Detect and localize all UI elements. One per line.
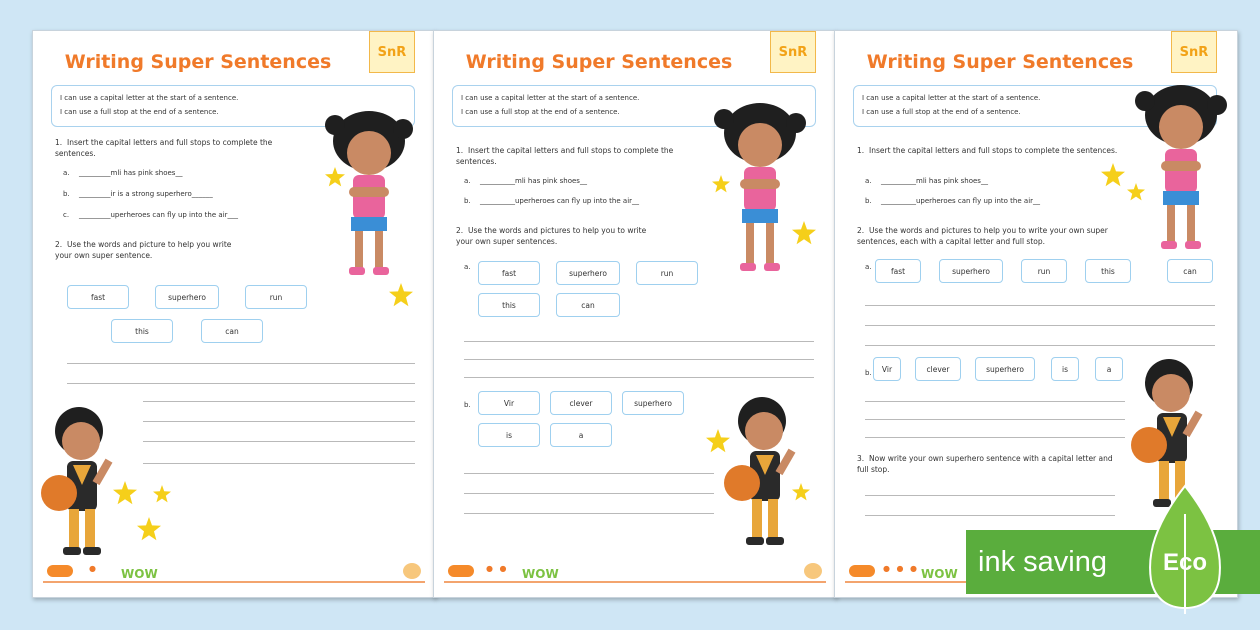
star-icon [792, 221, 816, 245]
star-icon [712, 175, 730, 193]
level-badge: SnR [770, 31, 816, 73]
level-badge: SnR [369, 31, 415, 73]
writing-line [464, 513, 714, 514]
footer-rule [444, 581, 826, 583]
word-card: fast [875, 259, 921, 283]
star-icon [1127, 183, 1145, 201]
writing-line [143, 401, 415, 402]
partner-logo [804, 563, 822, 579]
star-icon [137, 517, 161, 541]
question-3: 3. Now write your own superhero sentence with a capital letter and full stop. [857, 454, 1113, 474]
word-card: superhero [622, 391, 684, 415]
boy-superhero-illustration [722, 391, 822, 551]
level-badge: SnR [1171, 31, 1217, 73]
word-card: can [556, 293, 620, 317]
word-card: clever [550, 391, 612, 415]
worksheet-page-1 [32, 30, 436, 598]
footer-rule [43, 581, 425, 583]
question-2: 2. Use the words and pictures to help you to write your own super sentences. [456, 226, 647, 246]
twinkl-logo [448, 565, 474, 577]
writing-line [67, 383, 415, 384]
star-icon [153, 485, 171, 503]
writing-line [865, 345, 1215, 346]
part-a-label: a. [464, 263, 471, 271]
question-1: 1. Insert the capital letters and full stops to complete the sentences. [857, 146, 1118, 155]
question-1: 1. Insert the capital letters and full stops to complete the sentences. [55, 138, 273, 158]
question-2: 2. Use the words and picture to help you write your own super sentence. [55, 240, 232, 260]
word-card: run [1021, 259, 1067, 283]
writing-line [865, 401, 1125, 402]
part-b-label: b. [464, 401, 471, 409]
writing-line [464, 359, 814, 360]
sentence-c: c. _________uperheroes can fly up into the air___ [63, 211, 239, 219]
writing-line [865, 325, 1215, 326]
wow-logo: WOW [522, 567, 559, 581]
sentence-a: a. _________mli has pink shoes__ [63, 169, 183, 177]
sentence-b: b. __________uperheroes can fly up into the air__ [464, 197, 640, 205]
word-card: fast [67, 285, 129, 309]
word-card: superhero [975, 357, 1035, 381]
worksheet-title: Writing Super Sentences [64, 51, 332, 73]
twinkl-logo [849, 565, 875, 577]
writing-line [464, 493, 714, 494]
writing-line [865, 515, 1115, 516]
partner-logo [403, 563, 421, 579]
question-1: 1. Insert the capital letters and full stops to complete the sentences. [456, 146, 674, 166]
word-card: run [245, 285, 307, 309]
girl-character-illustration [319, 101, 419, 281]
sentence-b: b. __________uperheroes can fly up into the air__ [865, 197, 1041, 205]
goal-full-stop: I can use a full stop at the end of a sentence. [862, 108, 1021, 116]
writing-line [865, 495, 1115, 496]
word-card: this [111, 319, 173, 343]
word-card: superhero [556, 261, 620, 285]
word-card: is [1051, 357, 1079, 381]
word-card: Vir [873, 357, 901, 381]
word-card: a [550, 423, 612, 447]
word-card: run [636, 261, 698, 285]
word-card: superhero [155, 285, 219, 309]
writing-line [464, 341, 814, 342]
star-icon [706, 429, 730, 453]
eco-badge-text: Eco [1162, 549, 1208, 576]
writing-line [143, 463, 415, 464]
ink-saving-label: ink saving [978, 545, 1107, 578]
page-dots: ● ● ● [883, 564, 920, 573]
star-icon [792, 483, 810, 501]
star-icon [113, 481, 137, 505]
worksheet-title: Writing Super Sentences [866, 51, 1134, 73]
word-card: can [1167, 259, 1213, 283]
goal-capital: I can use a capital letter at the start of a sentence. [461, 94, 640, 102]
writing-line [865, 305, 1215, 306]
star-icon [325, 167, 345, 187]
goal-capital: I can use a capital letter at the start of a sentence. [60, 94, 239, 102]
word-card: this [1085, 259, 1131, 283]
writing-line [865, 437, 1125, 438]
word-card: clever [915, 357, 961, 381]
worksheet-page-2 [433, 30, 837, 598]
wow-logo: WOW [921, 567, 958, 581]
wow-logo: WOW [121, 567, 158, 581]
word-card: Vir [478, 391, 540, 415]
sentence-b: b. _________ir is a strong superhero______ [63, 190, 213, 198]
part-a-label: a. [865, 263, 872, 271]
word-card: fast [478, 261, 540, 285]
word-card: superhero [939, 259, 1003, 283]
question-2: 2. Use the words and pictures to help you to write your own super sentences, each with a capital letter and full stop. [857, 226, 1108, 246]
worksheet-title: Writing Super Sentences [465, 51, 733, 73]
word-card: this [478, 293, 540, 317]
writing-line [143, 421, 415, 422]
writing-line [67, 363, 415, 364]
twinkl-logo [47, 565, 73, 577]
goal-full-stop: I can use a full stop at the end of a sentence. [461, 108, 620, 116]
writing-line [464, 377, 814, 378]
word-card: a [1095, 357, 1123, 381]
star-icon [1101, 163, 1125, 187]
star-icon [389, 283, 413, 307]
page-dots: ● ● [486, 564, 509, 573]
writing-line [865, 419, 1125, 420]
word-card: can [201, 319, 263, 343]
writing-line [143, 441, 415, 442]
writing-line [464, 473, 714, 474]
eco-leaf-icon [1145, 484, 1225, 614]
sentence-a: a. __________mli has pink shoes__ [464, 177, 587, 185]
part-b-label: b. [865, 369, 872, 377]
goal-full-stop: I can use a full stop at the end of a sentence. [60, 108, 219, 116]
sentence-a: a. __________mli has pink shoes__ [865, 177, 988, 185]
word-card: is [478, 423, 540, 447]
goal-capital: I can use a capital letter at the start of a sentence. [862, 94, 1041, 102]
girl-character-illustration [1131, 75, 1231, 255]
page-dots: ● [89, 564, 98, 573]
